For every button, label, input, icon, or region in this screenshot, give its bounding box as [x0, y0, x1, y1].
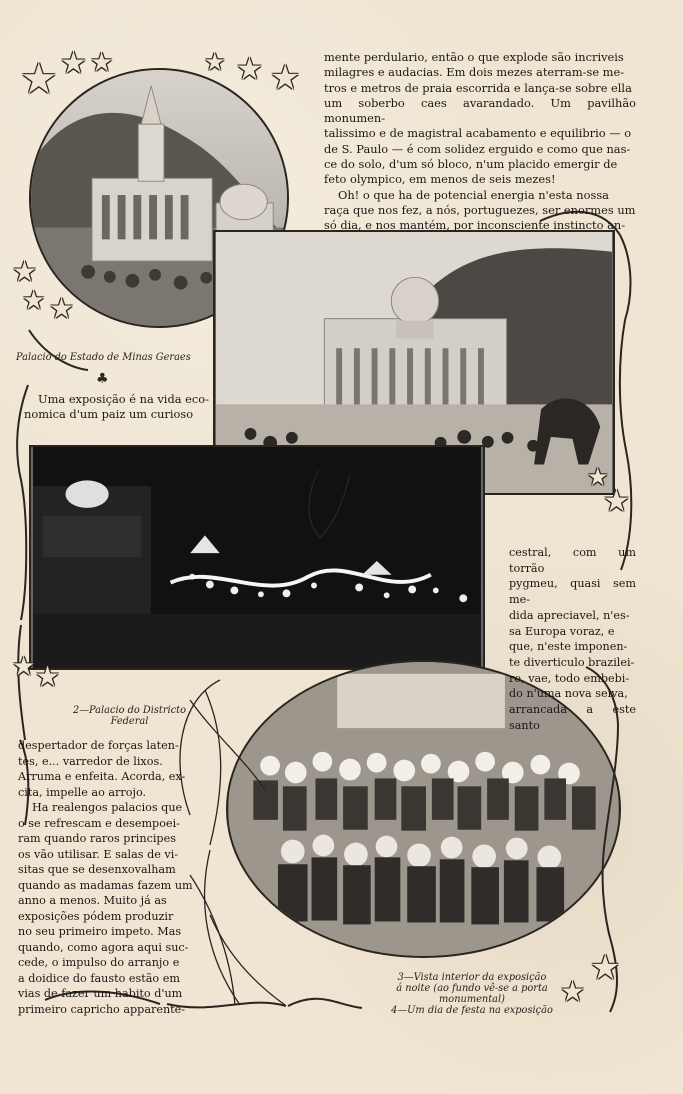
top-right-line-5: talissimo e de magistral acabamento e equilibrio — o	[324, 126, 632, 141]
bottom-left-line-13: no seu primeiro impeto. Mas	[18, 925, 182, 938]
bottom-left-line-4: cita, impelle ao arrojo.	[18, 785, 147, 799]
night-view-caption	[368, 972, 576, 1016]
bottom-left-line-1: despertador de forças laten-	[18, 739, 179, 752]
middle-right-line-8: do n'uma nova seiva,	[509, 687, 628, 701]
star-ornament-15: ★	[590, 948, 621, 988]
star-ornament-10: ★	[587, 463, 609, 491]
districto-federal-caption-line-2: Federal	[110, 716, 149, 727]
star-ornament-12: ★	[12, 652, 36, 682]
night-view-caption-line-2: á noite (ao fundo vê-se a porta	[396, 983, 548, 994]
top-right-line-3: tros e metros de praia escorrida e lança-se sobre ella	[324, 80, 632, 95]
bottom-left-line-14: quando, como agora aqui suc-	[18, 940, 189, 954]
middle-right-line-5: que, n'este imponen-	[509, 640, 628, 654]
bottom-left-line-9: sitas que se desenxovalham	[18, 863, 176, 876]
festa-caption: 4—Um dia de festa na exposição	[391, 1005, 553, 1016]
middle-right-line-7: ro, vae, todo embebi-	[509, 671, 630, 685]
star-ornament-14: ★	[560, 975, 586, 1008]
star-ornament-7: ★	[12, 255, 38, 288]
top-right-line-7: ce do solo, d'um só bloco, n'um placido emergir de	[324, 157, 618, 172]
bottom-left-line-15: cede, o impulso do arranjo e	[18, 956, 180, 969]
bottom-left-line-2: tes, e... varredor de lixos.	[18, 754, 163, 768]
middle-right-line-2: pygmeu, quasi sem me-	[509, 577, 636, 607]
star-ornament-1: ★	[20, 54, 58, 103]
bottom-left-line-3: Arruma e enfeita. Acorda, ex-	[18, 770, 186, 783]
top-right-line-2: milagres e audacias. Em dois mezes aterram-se me-	[324, 65, 625, 80]
star-ornament-3: ★	[90, 48, 114, 78]
bottom-left-line-6: o se refrescam e desempoei-	[18, 816, 180, 830]
star-ornament-13: ★	[35, 660, 61, 693]
top-right-line-4: um soberbo caes avarandado. Um pavilhão monumen-	[324, 95, 636, 126]
middle-right-line-3: dida apreciavel, n'es-	[509, 608, 630, 622]
middle-right-line-6: te diverticulo brazilei-	[509, 655, 635, 669]
fleuron-ornament: ♣	[96, 371, 109, 387]
star-ornament-2: ★	[60, 46, 87, 81]
bottom-left-line-5: Ha realengos palacios que	[32, 801, 183, 814]
bottom-left-line-8: os vão utilisar. E salas de vi-	[18, 847, 179, 861]
top-right-line-9: Oh! o que ha de potencial energia n'esta nossa	[338, 187, 609, 202]
districto-federal-caption	[57, 705, 202, 727]
left-intro-line-1: Uma exposição é na vida eco-	[38, 392, 209, 406]
top-right-line-10: raça que nos fez, a nós, portuguezes, ser enormes um	[324, 202, 636, 217]
top-right-line-1: mente perdulario, então o que explode são incriveis	[324, 50, 624, 64]
star-ornament-6: ★	[270, 58, 301, 98]
middle-right-line-9: arrancada a este santo	[509, 703, 636, 732]
districto-federal-caption-line-1: 2—Palacio do Districto	[72, 705, 186, 716]
left-intro-line-2: nomica d'um paiz um curioso	[24, 407, 194, 422]
bottom-left-text-block	[18, 738, 193, 1017]
bottom-left-line-10: quando as madamas fazem um	[18, 878, 193, 892]
left-intro-text-block	[24, 392, 212, 423]
star-ornament-9: ★	[49, 292, 75, 325]
star-ornament-4: ★	[204, 48, 226, 76]
star-ornament-8: ★	[22, 286, 46, 316]
top-right-line-8: feto olympico, em menos de seis mezes!	[324, 172, 556, 187]
top-right-line-6: de S. Paulo — é com solidez erguido e como que nas-	[324, 141, 631, 156]
star-ornament-5: ★	[236, 52, 263, 87]
bottom-left-line-17: vias de fazer um habito d'um	[18, 987, 183, 1000]
night-view-caption-line-1: 3—Vista interior da exposição	[397, 972, 547, 983]
top-right-line-11: só dia, e nos mantém, por inconsciente instincto an-	[324, 218, 626, 233]
middle-right-line-1: cestral, com um torrão	[509, 546, 636, 575]
bottom-left-line-18: primeiro capricho apparente-	[18, 1002, 186, 1016]
bottom-left-line-16: a doidice do fausto estão em	[18, 971, 180, 985]
bottom-left-line-12: exposições pódem produzir	[18, 909, 174, 923]
night-view-caption-line-3: monumental)	[439, 994, 505, 1005]
middle-right-line-4: sa Europa voraz, e	[509, 624, 615, 638]
bottom-left-line-11: anno a menos. Muito já as	[18, 894, 167, 907]
top-right-text-block	[324, 50, 636, 234]
middle-right-text-block	[509, 545, 636, 733]
minas-geraes-caption: Palacio do Estado de Minas Geraes	[16, 352, 191, 363]
star-ornament-11: ★	[603, 484, 630, 519]
bottom-left-line-7: ram quando raros principes	[18, 832, 176, 845]
